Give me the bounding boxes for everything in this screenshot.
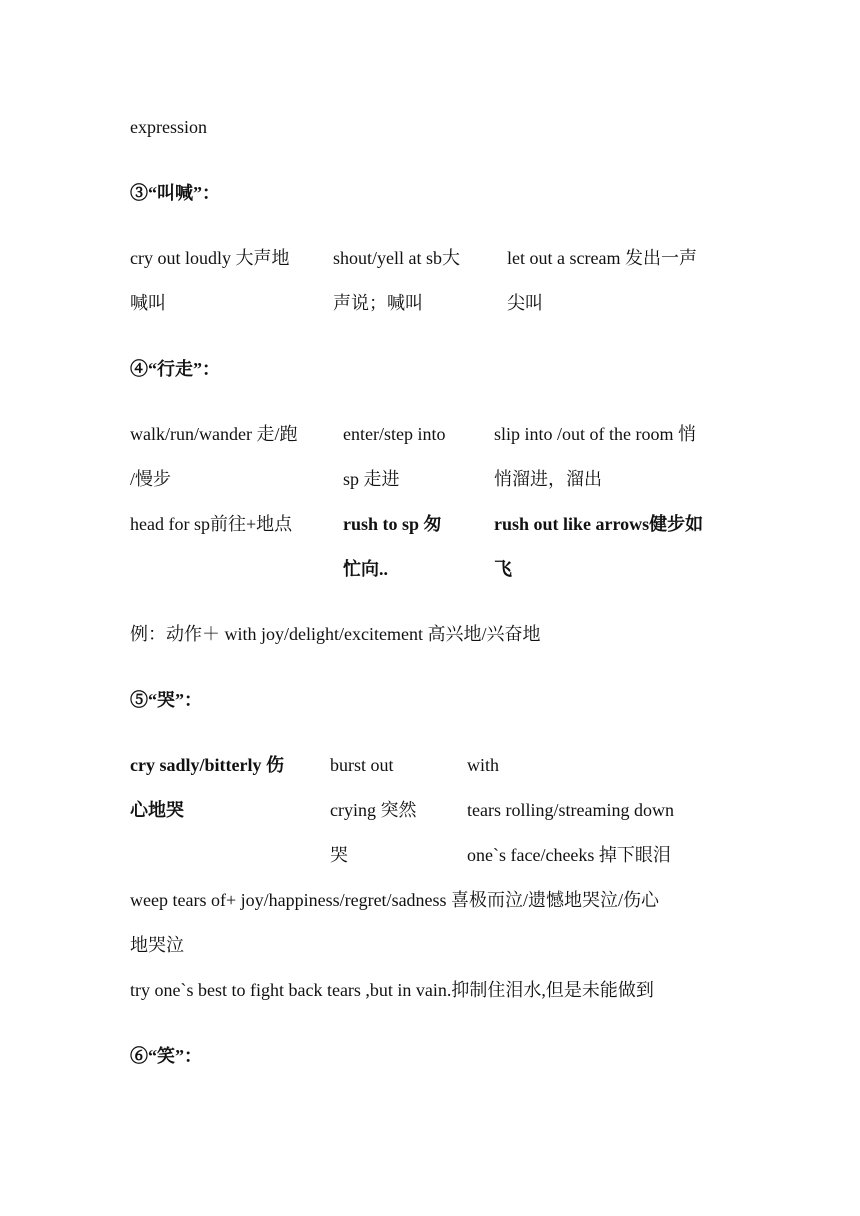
shout-col3-line2: 尖叫 [507,293,543,313]
shout-col2-line2: 声说；喊叫 [333,293,423,313]
weep-line2: 地哭泣 [130,935,184,955]
heading-cry: ⑤“哭”： [130,690,202,710]
heading-laugh: ⑥“笑”： [130,1046,202,1066]
shout-col1-line2: 喊叫 [130,293,166,313]
shout-col2-line1: shout/yell at sb大 [333,248,460,268]
cry-col1-line1: cry sadly/bitterly 伤 [130,755,284,775]
weep-line1: weep tears of+ joy/happiness/regret/sadness 喜极而泣/遗憾地哭泣/伤心 [130,890,660,910]
cry-col2-line2: crying 突然 [330,800,417,820]
walk-col3-line2: 悄溜进，溜出 [494,469,602,489]
cry-col2-line3: 哭 [330,845,348,865]
heading-walk: ④“行走”： [130,359,220,379]
walk-col3-line3: rush out like arrows健步如 [494,514,704,534]
walk-col1-line3: head for sp前往+地点 [130,514,293,534]
walk-col1-line1: walk/run/wander 走/跑 [130,424,298,444]
fight-back-line: try one`s best to fight back tears ,but in vain.抑制住泪水,但是未能做到 [130,980,654,1000]
example-line: 例：动作＋ with joy/delight/excitement 高兴地/兴奋地 [130,624,541,644]
heading-shout: ③“叫喊”： [130,183,220,203]
walk-col2-line4: 忙向.. [343,559,388,579]
walk-col3-line1: slip into /out of the room 悄 [494,424,696,444]
cry-col3-line2: tears rolling/streaming down [467,800,674,820]
cry-col1-line2: 心地哭 [130,800,184,820]
cry-col3-line1: with [467,755,500,775]
word-expression: expression [130,117,207,137]
walk-col2-line2: sp 走进 [343,469,400,489]
walk-col2-line1: enter/step into [343,424,446,444]
walk-col1-line2: /慢步 [130,469,172,489]
shout-col3-line1: let out a scream 发出一声 [507,248,697,268]
cry-col3-line3: one`s face/cheeks 掉下眼泪 [467,845,671,865]
shout-col1-line1: cry out loudly 大声地 [130,248,290,268]
cry-col2-line1: burst out [330,755,394,775]
walk-col2-line3: rush to sp 匆 [343,514,442,534]
walk-col3-line4: 飞 [494,559,512,579]
